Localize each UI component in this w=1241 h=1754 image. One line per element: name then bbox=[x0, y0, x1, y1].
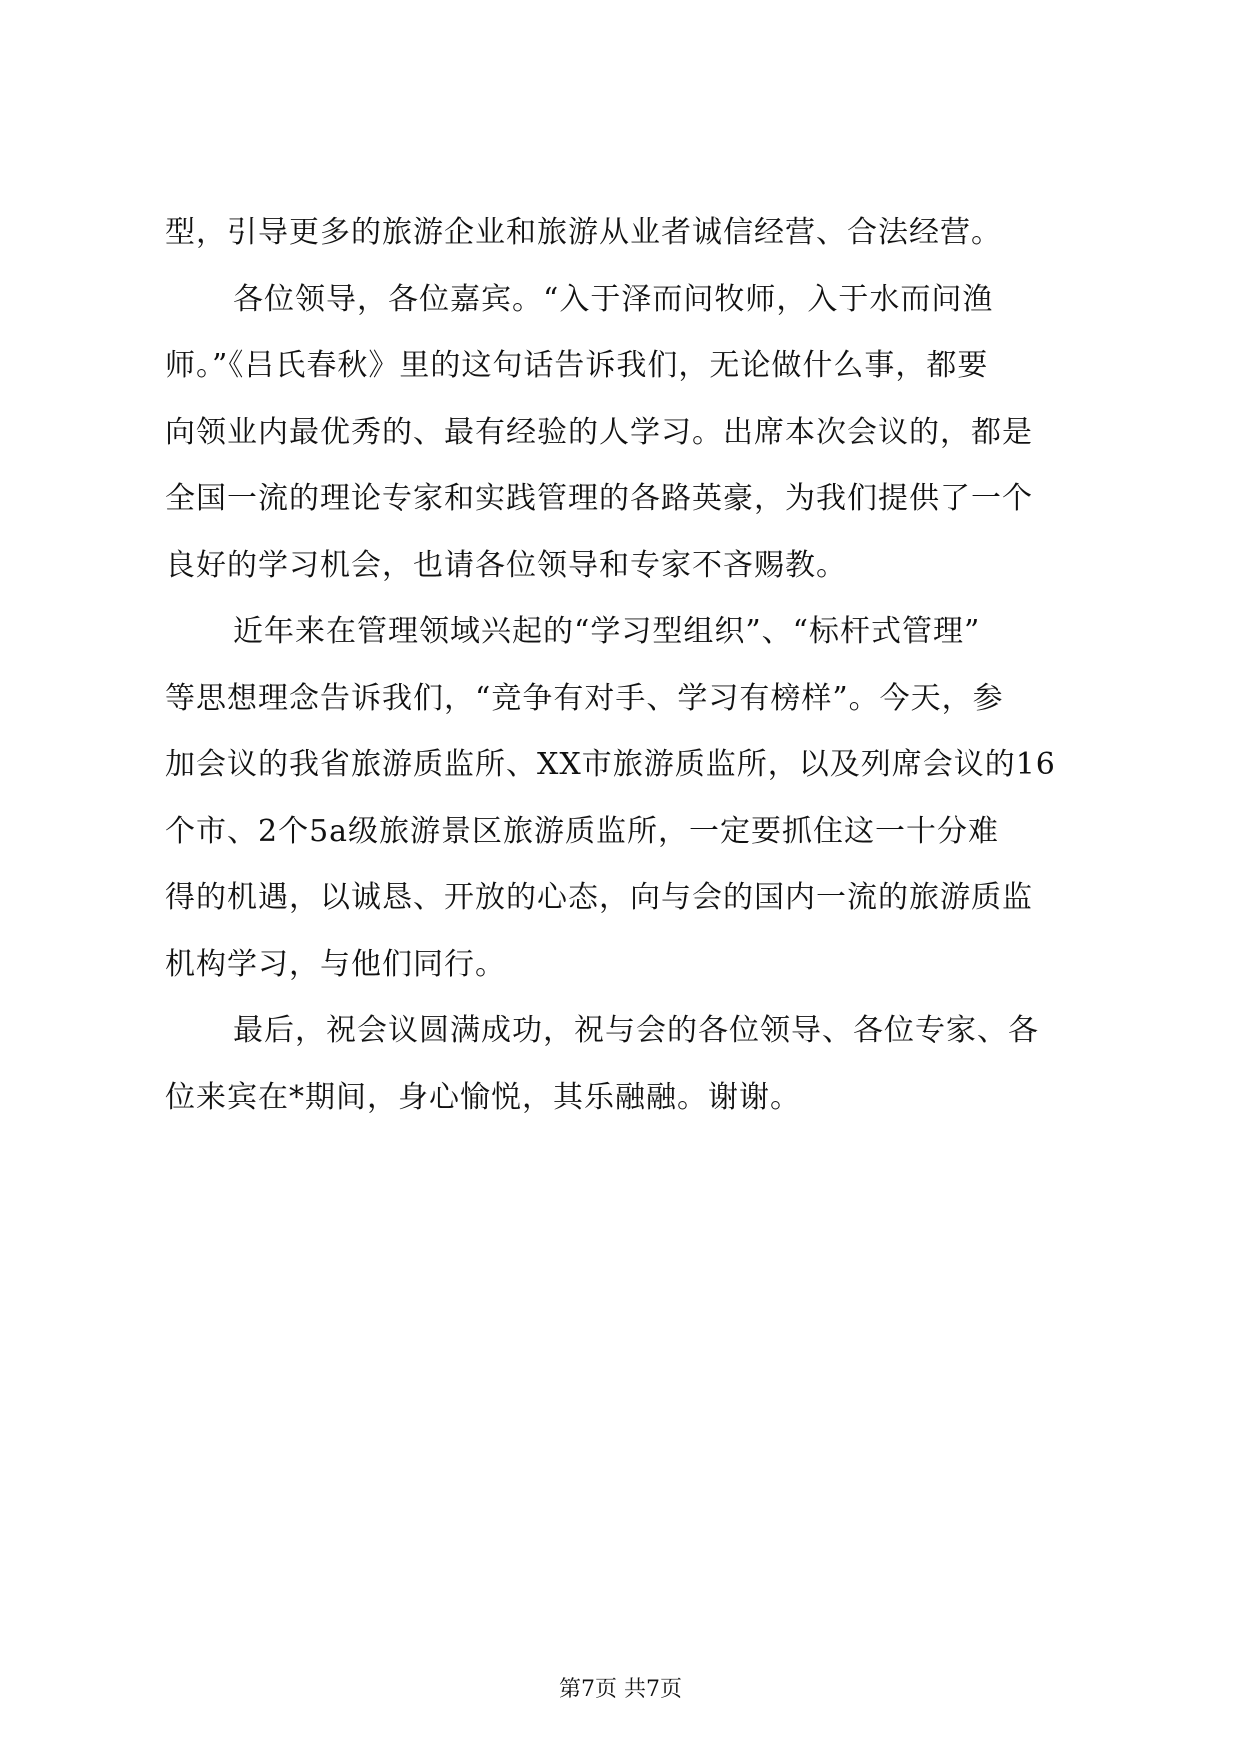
text-line: 个市、2个5a级旅游景区旅游质监所，一定要抓住这一十分难 bbox=[165, 813, 1000, 849]
text-line: 得的机遇，以诚恳、开放的心态，向与会的国内一流的旅游质监 bbox=[165, 880, 1033, 915]
text-line: 全国一流的理论专家和实践管理的各路英豪，为我们提供了一个 bbox=[165, 481, 1033, 516]
text-line: 近年来在管理领域兴起的“学习型组织”、“标杆式管理” bbox=[233, 614, 981, 649]
text-line: 向领业内最优秀的、最有经验的人学习。出席本次会议的，都是 bbox=[165, 414, 1033, 450]
text-line: 加会议的我省旅游质监所、XX市旅游质监所，以及列席会议的16 bbox=[165, 747, 1056, 782]
text-line: 型，引导更多的旅游企业和旅游从业者诚信经营、合法经营。 bbox=[165, 215, 1002, 250]
page-number-footer: 第7页 共7页 bbox=[559, 1677, 682, 1702]
text-line: 良好的学习机会，也请各位领导和专家不吝赐教。 bbox=[165, 547, 847, 583]
text-line: 各位领导，各位嘉宾。“入于泽而问牧师，入于水而问渔 bbox=[233, 281, 994, 317]
text-line: 机构学习，与他们同行。 bbox=[165, 946, 506, 982]
text-line: 等思想理念告诉我们，“竞争有对手、学习有榜样”。今天，参 bbox=[165, 680, 1004, 716]
text-line: 最后，祝会议圆满成功，祝与会的各位领导、各位专家、各 bbox=[233, 1013, 1039, 1048]
text-line: 师。”《吕氏春秋》里的这句话告诉我们，无论做什么事，都要 bbox=[165, 348, 989, 383]
document-body bbox=[165, 200, 1080, 1131]
text-line: 位来宾在*期间，身心愉悦，其乐融融。谢谢。 bbox=[165, 1079, 801, 1115]
